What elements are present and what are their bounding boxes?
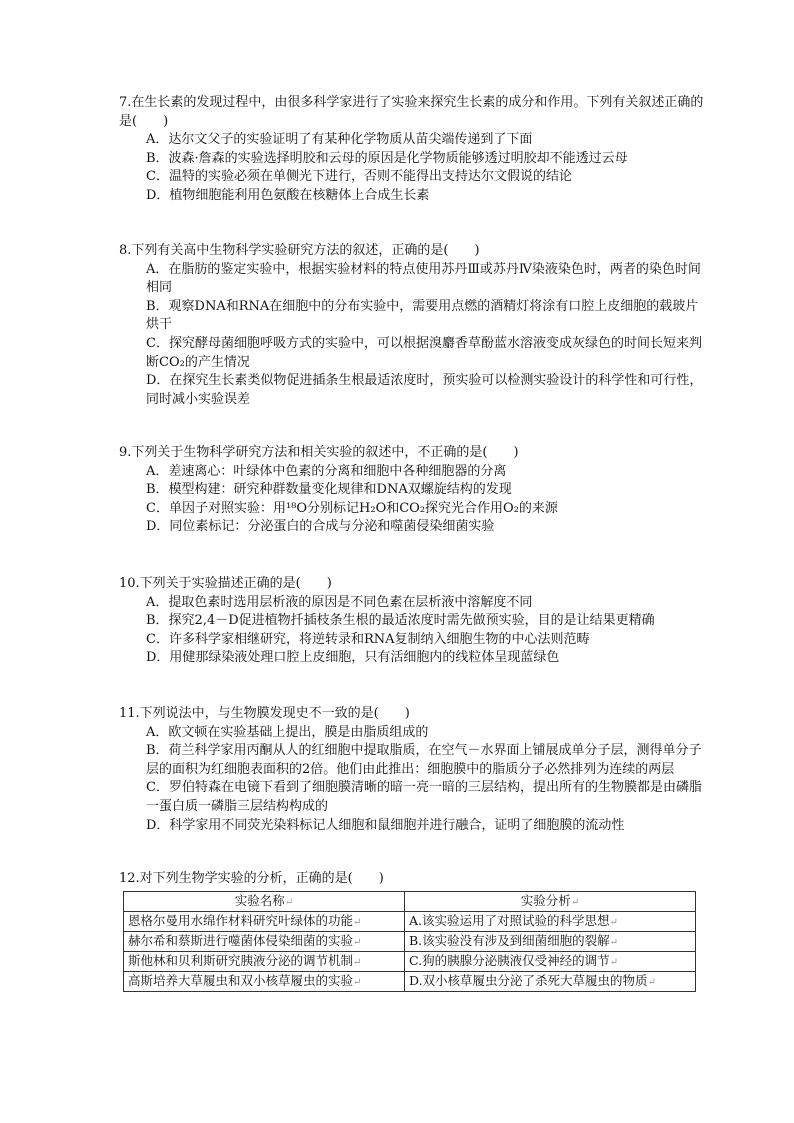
option-a: A．差速离心：叶绿体中色素的分离和细胞中各种细胞器的分离 [146, 463, 507, 479]
option-a: A．达尔文父子的实验证明了有某种化学物质从苗尖端传递到了下面 [146, 132, 533, 148]
option-b: B．探究2,4－D促进植物扦插枝条生根的最适浓度时需先做预实验，目的是让结果更精确 [146, 613, 655, 629]
question-11 [119, 705, 704, 835]
table-cell: 赫尔希和蔡斯进行噬菌体侵染细菌的实验↵ [124, 932, 405, 952]
option-a: A．在脂肪的鉴定实验中，根据实验材料的特点使用苏丹Ⅲ或苏丹Ⅳ染液染色时，两者的染色时间相同 [146, 261, 701, 296]
table-cell: A.该实验运用了对照试验的科学思想↵ [405, 912, 696, 932]
question-stem: 11.下列说法中，与生物膜发现史不一致的是( ) [119, 706, 410, 721]
option-b: B．观察DNA和RNA在细胞中的分布实验中，需要用点燃的酒精灯将涂有口腔上皮细胞的载玻片烘干 [146, 298, 699, 333]
option-d: D．在探究生长素类似物促进插条生根最适浓度时，预实验可以检测实验设计的科学性和可行性，同时减小实验误差 [146, 373, 703, 407]
table-row [124, 932, 696, 952]
option-b: B．波森·詹森的实验选择明胶和云母的原因是化学物质能够透过明胶却不能透过云母 [146, 150, 628, 166]
question-stem: 9.下列关于生物科学研究方法和相关实验的叙述中，不正确的是( ) [119, 445, 519, 460]
question-12 [119, 870, 704, 889]
option-a: A．提取色素时选用层析液的原因是不同色素在层析液中溶解度不同 [146, 594, 533, 610]
table-header-row [124, 892, 696, 912]
question-stem: 7.在生长素的发现过程中，由很多科学家进行了实验来探究生长素的成分和作用。下列有关叙述正确的是( ) [119, 95, 704, 129]
column-header-analysis: 实验分析↵ [405, 892, 696, 912]
option-d: D．植物细胞能利用色氨酸在核糖体上合成生长素 [146, 187, 430, 203]
experiment-table [123, 891, 696, 992]
question-7 [119, 94, 704, 206]
question-stem: 10.下列关于实验描述正确的是( ) [119, 576, 332, 591]
question-stem: 8.下列有关高中生物科学实验研究方法的叙述，正确的是( ) [119, 243, 480, 258]
option-a: A．欧文顿在实验基础上提出，膜是由脂质组成的 [146, 724, 429, 740]
option-b: B．模型构建：研究种群数量变化规律和DNA双螺旋结构的发现 [146, 482, 512, 498]
question-stem: 12.对下列生物学实验的分析，正确的是( ) [119, 871, 384, 886]
option-list [119, 261, 704, 410]
option-list [119, 463, 704, 537]
table-row [124, 952, 696, 972]
option-c: C．温特的实验必须在单侧光下进行，否则不能得出支持达尔文假说的结论 [146, 169, 572, 185]
option-d: D．科学家用不同荧光染料标记人细胞和鼠细胞并进行融合，证明了细胞膜的流动性 [146, 817, 625, 833]
option-c: C．探究酵母菌细胞呼吸方式的实验中，可以根据溴麝香草酚蓝水溶液变成灰绿色的时间长短来判断CO₂的产生情况 [146, 335, 702, 370]
table-cell: B.该实验没有涉及到细菌细胞的裂解↵ [405, 932, 696, 952]
question-9 [119, 444, 704, 537]
option-c: C．单因子对照实验：用¹⁸O分别标记H₂O和CO₂探究光合作用O₂的来源 [146, 500, 558, 516]
option-list [119, 724, 704, 836]
table-cell: 斯他林和贝利斯研究胰液分泌的调节机制↵ [124, 952, 405, 972]
option-b: B．荷兰科学家用丙酮从人的红细胞中提取脂质，在空气－水界面上铺展成单分子层，测得单分子层的面积为红细胞表面积的2倍。他们由此推出：细胞膜中的脂质分子必然排列为连续的两层 [146, 743, 702, 777]
table-row [124, 912, 696, 932]
option-list [119, 131, 704, 205]
question-10 [119, 575, 704, 668]
table-cell: 高斯培养大草履虫和双小核草履虫的实验↵ [124, 972, 405, 992]
option-c: C．罗伯特森在电镜下看到了细胞膜清晰的暗一亮一暗的三层结构，提出所有的生物膜都是由磷脂一蛋白质一磷脂三层结构构成的 [146, 780, 702, 814]
option-c: C．许多科学家相继研究，将逆转录和RNA复制纳入细胞生物的中心法则范畴 [146, 631, 590, 647]
table-cell: 恩格尔曼用水绵作材料研究叶绿体的功能↵ [124, 912, 405, 932]
option-d: D．同位素标记：分泌蛋白的合成与分泌和噬菌侵染细菌实验 [146, 519, 495, 535]
option-d: D．用健那绿染液处理口腔上皮细胞，只有活细胞内的线粒体呈现蓝绿色 [146, 650, 560, 666]
table-row [124, 972, 696, 992]
column-header-experiment: 实验名称↵ [124, 892, 405, 912]
question-8 [119, 242, 704, 409]
table-cell: D.双小核草履虫分泌了杀死大草履虫的物质↵ [405, 972, 696, 992]
table-cell: C.狗的胰腺分泌胰液仅受神经的调节↵ [405, 952, 696, 972]
option-list [119, 594, 704, 668]
